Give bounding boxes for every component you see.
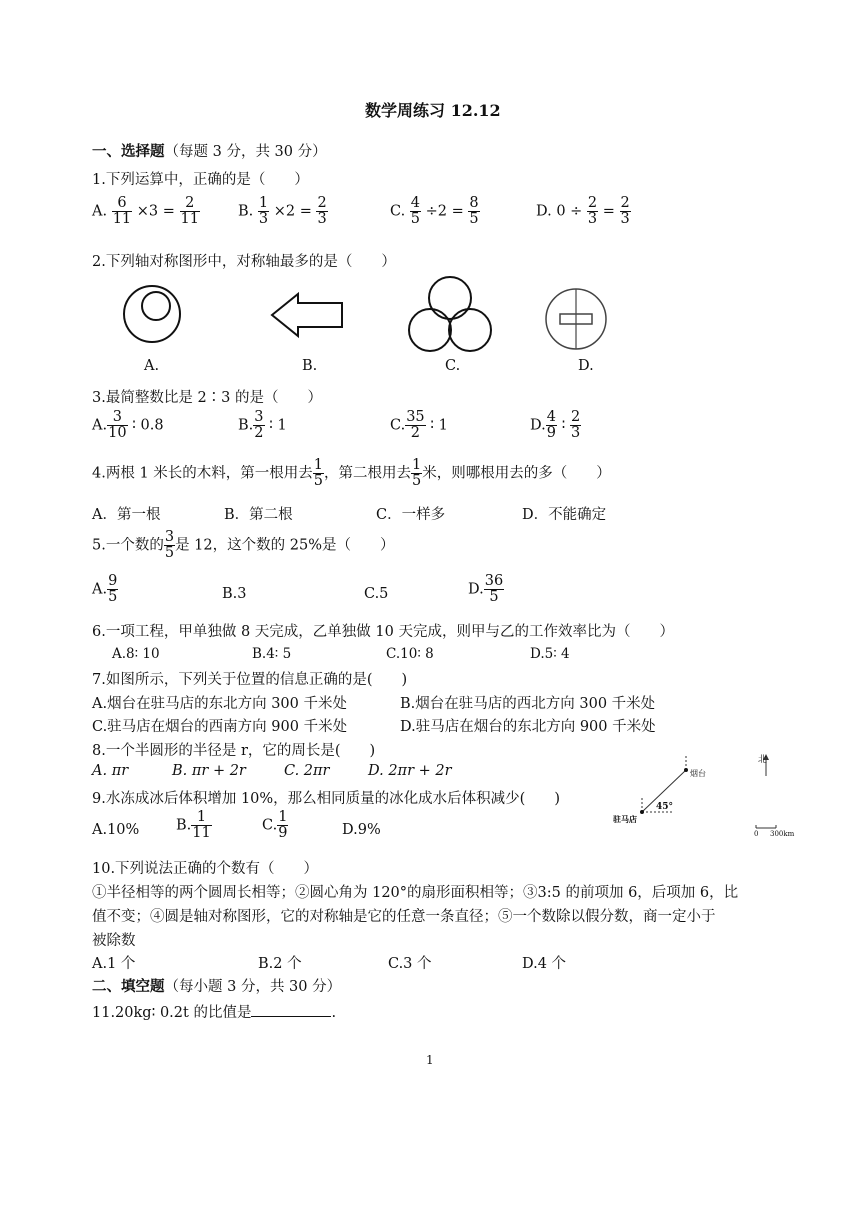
q11: 11.20kg∶ 0.2t 的比值是 . <box>92 1001 336 1022</box>
q8-stem: 8.一个半圆形的半径是 r，它的周长是( ) <box>92 743 376 759</box>
q2-stem: 2.下列轴对称图形中，对称轴最多的是（ ） <box>92 254 396 270</box>
q4-option-b: B．第二根 <box>224 507 293 523</box>
q7-option-b: B.烟台在驻马店的西北方向 300 千米处 <box>400 696 656 712</box>
q7-option-a: A.烟台在驻马店的东北方向 300 千米处 <box>92 696 347 712</box>
q10-line2: 值不变；④圆是轴对称图形，它的对称轴是它的任意一条直径；⑤一个数除以假分数，商一定小于 <box>92 909 716 925</box>
q1-stem: 1.下列运算中，正确的是（ ） <box>92 172 309 188</box>
q10-option-b: B.2 个 <box>258 956 302 972</box>
page-number: 1 <box>426 1053 434 1067</box>
q10-stem: 10.下列说法正确的个数有（ ） <box>92 861 319 877</box>
q8-option-c: C. 2πr <box>284 763 330 779</box>
q1-option-a: A. $\frac{6}{11}$ ×3 = $\frac{2}{11}$ <box>92 195 199 228</box>
q11-answer-blank[interactable] <box>251 1002 331 1017</box>
figure-label-c: C. <box>445 358 461 374</box>
q10-line3: 被除数 <box>92 933 136 949</box>
q6-option-b: B.4∶ 5 <box>252 646 292 662</box>
q10-option-d: D.4 个 <box>522 956 567 972</box>
page-title: 数学周练习 12.12 <box>365 101 501 120</box>
map-scale-label: 300km <box>770 830 795 838</box>
location-map <box>608 748 808 840</box>
q9-stem: 9.水冻成冰后体积增加 10%，那么相同质量的冰化成水后体积减少( ) <box>92 791 560 807</box>
q6-stem: 6.一项工程，甲单独做 8 天完成，乙单独做 10 天完成，则甲与乙的工作效率比为（ ） <box>92 624 674 640</box>
q8-option-b: B. πr + 2r <box>172 763 246 779</box>
q7-stem: 7.如图所示，下列关于位置的信息正确的是( ) <box>92 672 408 688</box>
figure-a-circles <box>118 282 188 346</box>
figure-label-d: D. <box>578 358 594 374</box>
figure-label-a: A. <box>144 358 160 374</box>
q9-option-c: C. $\frac{1}{9}$ <box>262 809 288 842</box>
q6-option-c: C.10∶ 8 <box>386 646 434 662</box>
q9-option-a: A.10% <box>92 822 140 838</box>
q7-option-d: D.驻马店在烟台的东北方向 900 千米处 <box>400 719 656 735</box>
q4-option-d: D．不能确定 <box>522 507 607 523</box>
section1-heading: 一、选择题（每题 3 分，共 30 分） <box>92 143 327 160</box>
q7-option-c: C.驻马店在烟台的西南方向 900 千米处 <box>92 719 348 735</box>
q3-option-b: B. $\frac{3}{2}$ ∶ 1 <box>238 409 287 442</box>
q3-option-d: D. $\frac{4}{9}$ ∶ $\frac{2}{3}$ <box>530 409 581 442</box>
map-angle-label: 45° <box>656 802 674 812</box>
figure-b-arrow <box>268 290 348 340</box>
q9-option-d: D.9% <box>342 822 381 838</box>
q5-stem: 5.一个数的 $\frac{3}{5}$ 是 12，这个数的 25%是（ ） <box>92 529 395 562</box>
map-yantai-label: 烟台 <box>690 769 706 778</box>
figure-label-b: B. <box>302 358 318 374</box>
figure-c-three-circles <box>404 272 496 358</box>
figure-d-circle-rect <box>538 286 614 352</box>
q8-option-d: D. 2πr + 2r <box>368 763 452 779</box>
q10-line1: ①半径相等的两个圆周长相等；②圆心角为 120°的扇形面积相等；③3:5 的前项加 6，后项加 6，比 <box>92 885 739 901</box>
q3-option-c: C. $\frac{35}{2}$ ∶ 1 <box>390 409 448 442</box>
q6-option-a: A.8∶ 10 <box>112 646 160 662</box>
q10-option-a: A.1 个 <box>92 956 136 972</box>
map-north-label: 北 <box>758 755 768 765</box>
q4-option-a: A．第一根 <box>92 507 161 523</box>
q5-option-c: C.5 <box>364 586 389 602</box>
q5-option-a: A. $\frac{9}{5}$ <box>92 573 118 606</box>
q3-stem: 3.最简整数比是 2∶3 的是（ ） <box>92 390 323 406</box>
q1-option-b: B. $\frac{1}{3}$ ×2 = $\frac{2}{3}$ <box>238 195 327 228</box>
map-zhumadian-label: 驻马店 <box>613 814 637 824</box>
section2-heading: 二、填空题（每小题 3 分，共 30 分） <box>92 978 342 995</box>
q1-option-d: D. 0 ÷ $\frac{2}{3}$ = $\frac{2}{3}$ <box>536 195 630 228</box>
q6-option-d: D.5∶ 4 <box>530 646 570 662</box>
q5-option-b: B.3 <box>222 586 247 602</box>
q1-option-c: C. $\frac{4}{5}$ ÷2 = $\frac{8}{5}$ <box>390 195 479 228</box>
q4-stem: 4.两根 1 米长的木料，第一根用去 $\frac{1}{5}$ ，第二根用去 $\frac{1}{5}$ 米，则哪根用去的多（ ） <box>92 457 611 490</box>
q3-option-a: A. $\frac{3}{10}$ ∶ 0.8 <box>92 409 164 442</box>
q5-option-d: D. $\frac{36}{5}$ <box>468 573 504 606</box>
q9-option-b: B. $\frac{1}{11}$ <box>176 809 211 842</box>
map-scale-zero: 0 <box>754 830 759 838</box>
q4-option-c: C．一样多 <box>376 507 446 523</box>
q10-option-c: C.3 个 <box>388 956 432 972</box>
q8-option-a: A. πr <box>92 763 129 779</box>
